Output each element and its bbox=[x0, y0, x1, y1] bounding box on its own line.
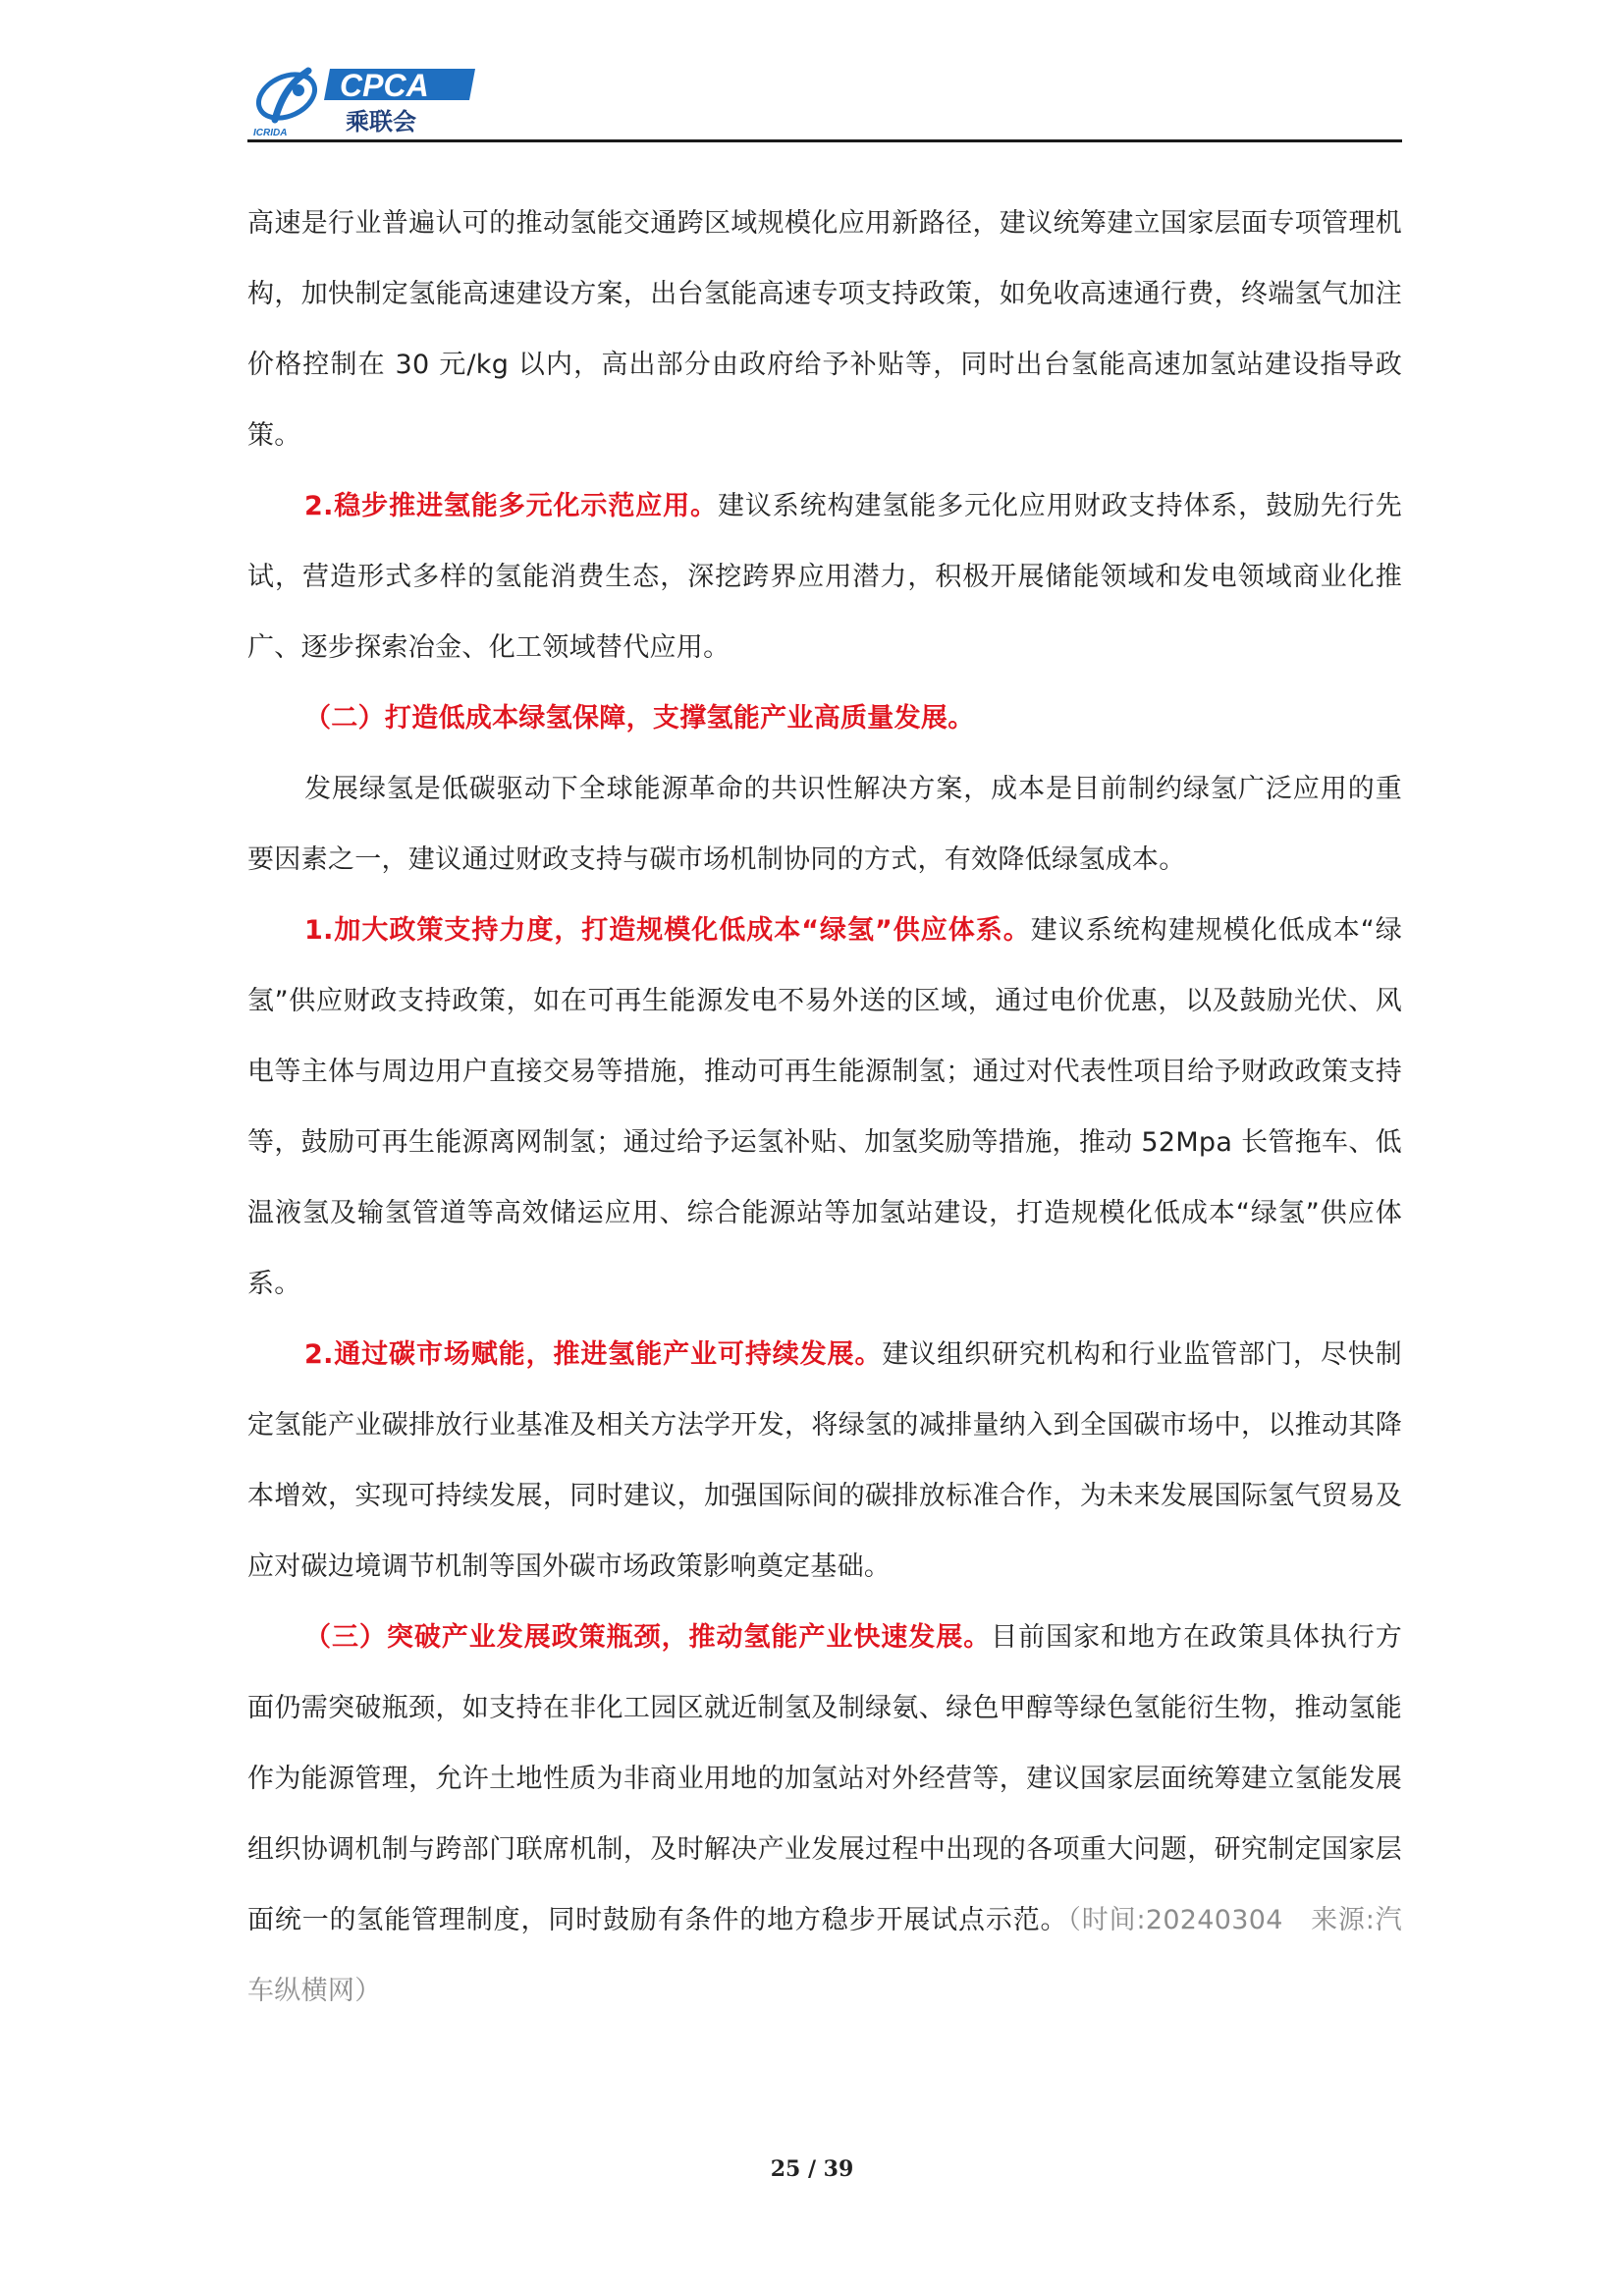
page-number: 25 / 39 bbox=[770, 2156, 854, 2182]
paragraph-body: 建议组织研究机构和行业监管部门，尽快制定氢能产业碳排放行业基准及相关方法学开发，将绿氢的减排量纳入到全国碳市场中，以推动其降本增效，实现可持续发展，同时建议，加强国际间的碳排放标准合作，为未来发展国际氢气贸易及应对碳边境调节机制等国外碳市场政策影响奠定基础。 bbox=[247, 1339, 1402, 1582]
paragraph-3 bbox=[247, 683, 1402, 754]
paragraph-body: 建议系统构建氢能多元化应用财政支持体系，鼓励先行先试，营造形式多样的氢能消费生态，深挖跨界应用潜力，积极开展储能领域和发电领域商业化推广、逐步探索冶金、化工领域替代应用。 bbox=[247, 491, 1403, 663]
section-heading: （三）突破产业发展政策瓶颈，推动氢能产业快速发展。 bbox=[304, 1622, 992, 1653]
section-heading: 2.稳步推进氢能多元化示范应用。 bbox=[304, 491, 718, 521]
paragraph-body: 高速是行业普遍认可的推动氢能交通跨区域规模化应用新路径，建议统筹建立国家层面专项管理机构，加快制定氢能高速建设方案，出台氢能高速专项支持政策，如免收高速通行费，终端氢气加注价格控制在 30 元/kg 以内，高出部分由政府给予补贴等，同时出台氢能高速加氢站建设指导政策。 bbox=[247, 208, 1402, 451]
section-heading: 2.通过碳市场赋能，推进氢能产业可持续发展。 bbox=[304, 1339, 883, 1370]
logo-small-text: ICRIDA bbox=[253, 128, 288, 138]
page-header bbox=[247, 61, 1402, 141]
paragraph-body: 发展绿氢是低碳驱动下全球能源革命的共识性解决方案，成本是目前制约绿氢广泛应用的重要因素之一，建议通过财政支持与碳市场机制协同的方式，有效降低绿氢成本。 bbox=[247, 774, 1402, 875]
article-body bbox=[247, 189, 1402, 2027]
paragraph-body: 建议系统构建规模化低成本“绿氢”供应财政支持政策，如在可再生能源发电不易外送的区域，通过电价优惠，以及鼓励光伏、风电等主体与周边用户直接交易等措施，推动可再生能源制氢；通过对代表性项目给予财政政策支持等，鼓励可再生能源离网制氢；通过给予运氢补贴、加氢奖励等措施，推动 52Mpa 长管拖车、低温液氢及输氢管道等高效储运应用、综合能源站等加氢站建设，打造规模化低成本“绿氢”供应体系。 bbox=[247, 915, 1402, 1299]
header-rule bbox=[247, 139, 1402, 142]
paragraph-6 bbox=[247, 1320, 1402, 1603]
paragraph-7 bbox=[247, 1603, 1402, 2027]
cpca-logo bbox=[247, 61, 483, 139]
paragraph-2 bbox=[247, 471, 1402, 683]
paragraph-1 bbox=[247, 189, 1402, 471]
source-note: （时间:20240304 来源:汽车纵横网） bbox=[247, 1905, 1402, 2006]
section-heading: 1.加大政策支持力度，打造规模化低成本“绿氢”供应体系。 bbox=[304, 915, 1031, 946]
logo-cn-text: 乘联会 bbox=[346, 108, 416, 136]
logo-main-text: CPCA bbox=[340, 68, 429, 103]
paragraph-5 bbox=[247, 896, 1402, 1320]
paragraph-body: 目前国家和地方在政策具体执行方面仍需突破瓶颈，如支持在非化工园区就近制氢及制绿氨、绿色甲醇等绿色氢能衍生物，推动氢能作为能源管理，允许土地性质为非商业用地的加氢站对外经营等，建议国家层面统筹建立氢能发展组织协调机制与跨部门联席机制，及时解决产业发展过程中出现的各项重大问题，研究制定国家层面统一的氢能管理制度，同时鼓励有条件的地方稳步开展试点示范。 bbox=[247, 1622, 1403, 1935]
section-heading: （二）打造低成本绿氢保障，支撑氢能产业高质量发展。 bbox=[304, 703, 975, 734]
paragraph-4 bbox=[247, 754, 1402, 896]
